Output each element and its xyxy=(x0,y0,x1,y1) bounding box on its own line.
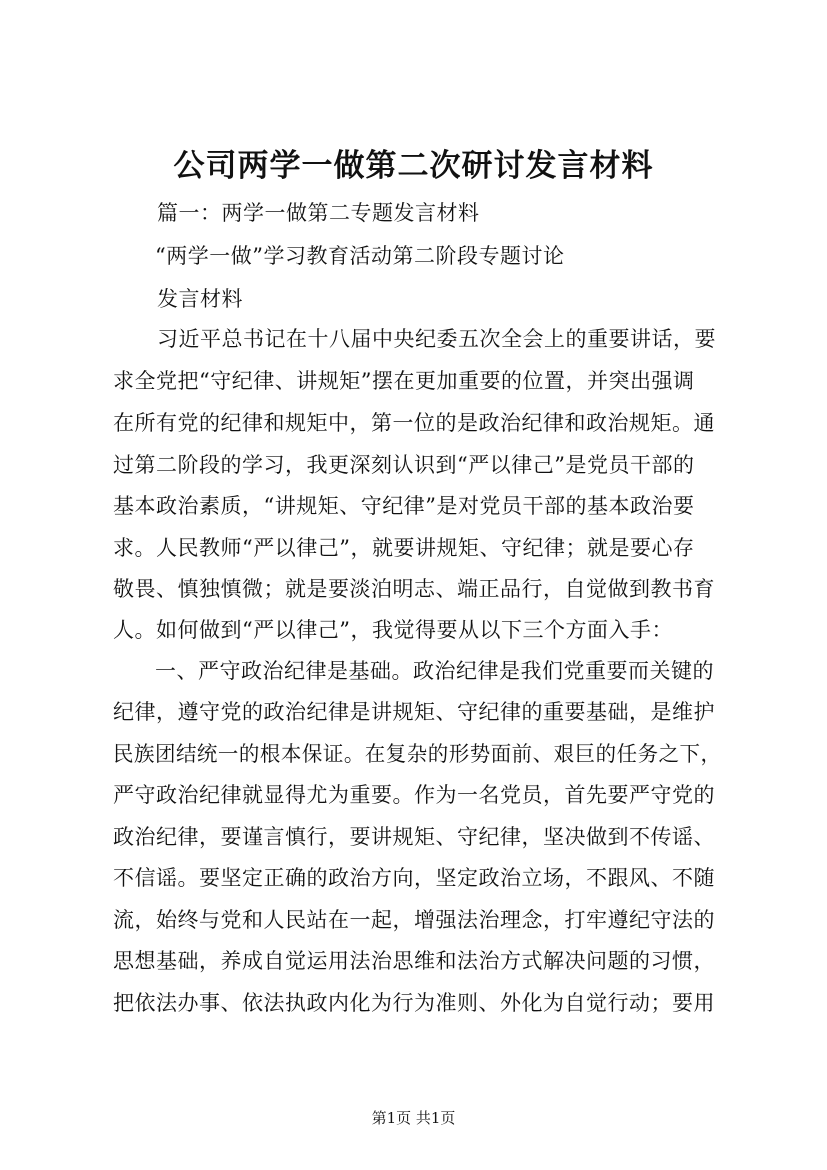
paragraph-line: 民族团结统一的根本保证。在复杂的形势面前、艰巨的任务之下， xyxy=(113,742,722,766)
paragraph-line: 流，始终与党和人民站在一起，增强法治理念，打牢遵纪守法的 xyxy=(113,908,715,932)
document-title: 公司两学一做第二次研讨发言材料 xyxy=(173,148,654,184)
paragraph-line: 求。人民教师“严以律己”，就要讲规矩、守纪律；就是要心存 xyxy=(113,536,695,560)
paragraph-line: 基本政治素质，“讲规矩、守纪律”是对党员干部的基本政治要 xyxy=(113,494,695,518)
subtitle-line: 发言材料 xyxy=(157,287,243,311)
paragraph-line: 政治纪律，要谨言慎行，要讲规矩、守纪律，坚决做到不传谣、 xyxy=(113,825,715,849)
paragraph-line: 严守政治纪律就显得尤为重要。作为一名党员，首先要严守党的 xyxy=(113,783,715,807)
paragraph-line: 敬畏、慎独慎微；就是要淡泊明志、端正品行，自觉做到教书育 xyxy=(113,577,715,601)
paragraph-line: 把依法办事、依法执政内化为行为准则、外化为自觉行动；要用 xyxy=(113,991,715,1015)
paragraph-line: 一、严守政治纪律是基础。政治纪律是我们党重要而关键的 xyxy=(155,659,714,683)
paragraph-line: 纪律，遵守党的政治纪律是讲规矩、守纪律的重要基础，是维护 xyxy=(113,700,715,724)
paragraph-line: 在所有党的纪律和规矩中，第一位的是政治纪律和政治规矩。通 xyxy=(113,411,715,435)
section-heading: 篇一：两学一做第二专题发言材料 xyxy=(157,201,480,225)
page-footer: 第1页 共1页 xyxy=(371,1109,456,1127)
paragraph-line: 不信谣。要坚定正确的政治方向，坚定政治立场，不跟风、不随 xyxy=(113,866,715,890)
subtitle-line: “两学一做”学习教育活动第二阶段专题讨论 xyxy=(155,244,565,268)
paragraph-line: 思想基础，养成自觉运用法治思维和法治方式解决问题的习惯， xyxy=(113,949,715,973)
paragraph-line: 过第二阶段的学习，我更深刻认识到“严以律己”是党员干部的 xyxy=(113,453,695,477)
paragraph-line: 习近平总书记在十八届中央纪委五次全会上的重要讲话，要 xyxy=(157,327,716,351)
paragraph-line: 求全党把“守纪律、讲规矩”摆在更加重要的位置，并突出强调 xyxy=(113,369,695,393)
paragraph-line: 人。如何做到“严以律己”，我觉得要从以下三个方面入手： xyxy=(113,618,673,642)
